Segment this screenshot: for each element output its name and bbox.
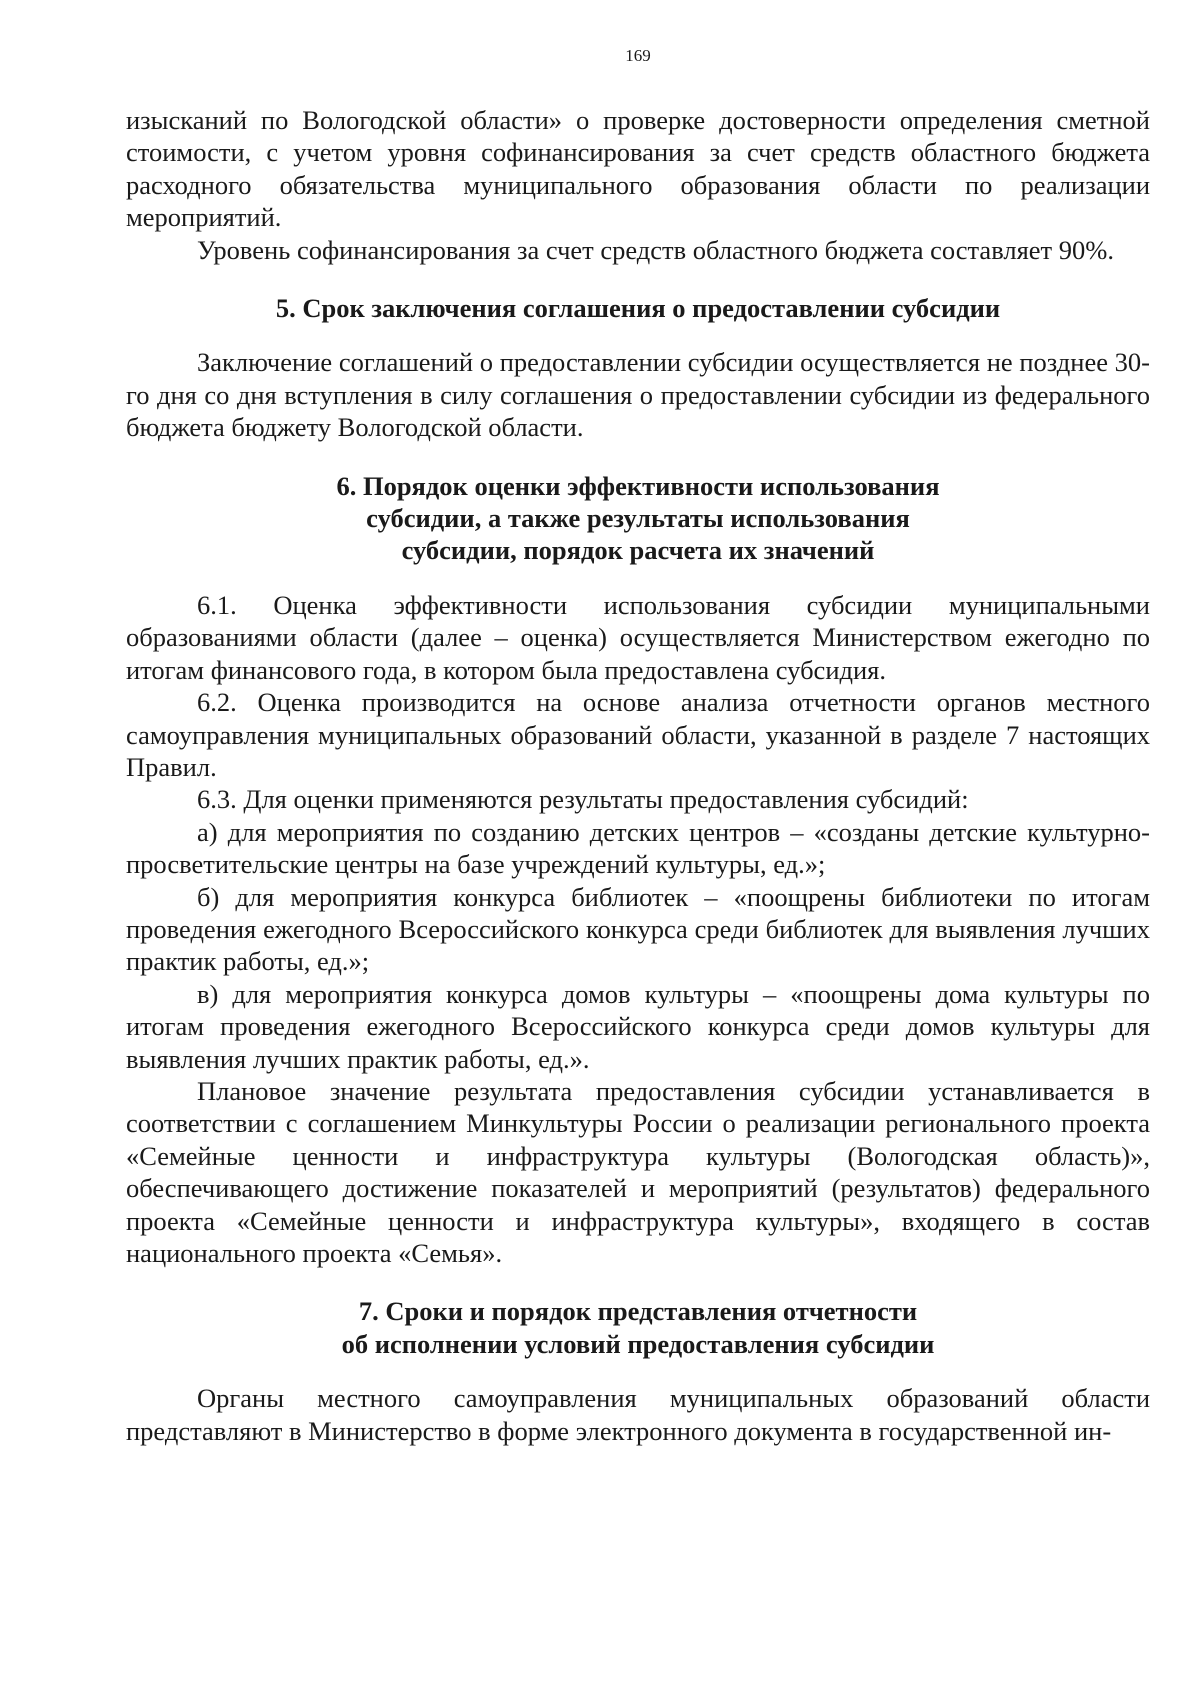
paragraph: 6.3. Для оценки применяются результаты предоставления субсидий: — [197, 784, 969, 815]
paragraph: изысканий по Вологодской области» о проверке достоверности определения сметной стоимости, с учетом уровня софинансирования за счет средств областного бюджета расходного обязательства муниципального образования области по реализации мероприятий. — [126, 105, 1150, 233]
page-number: 169 — [625, 46, 651, 65]
heading-line: 6. Порядок оценки эффективности использования — [336, 470, 940, 501]
paragraph: 6.1. Оценка эффективности использования субсидии муниципальными образованиями области (далее – оценка) осуществляется Министерством ежегодно по итогам финансового года, в котором была предоставлена субсидия. — [126, 589, 1150, 685]
heading-line: 7. Сроки и порядок представления отчетности — [358, 1296, 918, 1327]
paragraph: Органы местного самоуправления муниципальных образований области представляют в Министерство в форме электронного документа в государственной ин- — [126, 1383, 1150, 1446]
paragraph: 6.2. Оценка производится на основе анализа отчетности органов местного самоуправления муниципальных образований области, указанной в разделе 7 настоящих Правил. — [126, 687, 1150, 782]
section-6 — [126, 470, 1150, 1270]
section-7-heading — [126, 1295, 1150, 1360]
list-item: а) для мероприятия по созданию детских центров – «созданы детские культурно-просветительские центры на базе учреждений культуры, ед.»; — [126, 816, 1150, 880]
paragraph: Плановое значение результата предоставления субсидии устанавливается в соответствии с соглашением Минкультуры России о реализации регионального проекта «Семейные ценности и инфраструктура культуры (Вологодская область)», обеспечивающего достижение показателей и мероприятий (результатов) федерального проекта «Семейные ценности и инфраструктура культуры», входящего в состав национального проекта «Семья». — [126, 1075, 1150, 1268]
heading-line: субсидии, а также результаты использования — [366, 503, 910, 534]
section-6-heading — [126, 470, 1150, 567]
section-7 — [126, 1295, 1150, 1447]
list-item: в) для мероприятия конкурса домов культуры – «поощрены дома культуры по итогам проведения ежегодного Всероссийского конкурса среди домов культуры для выявления лучших практик работы, ед.». — [126, 978, 1150, 1074]
section-5-heading — [126, 292, 1150, 324]
document-body — [126, 104, 1150, 1447]
heading-line: 5. Срок заключения соглашения о предоставлении субсидии — [275, 293, 1001, 324]
continuation-block — [126, 104, 1150, 266]
paragraph: Уровень софинансирования за счет средств областного бюджета составляет 90%. — [197, 234, 1114, 265]
paragraph: Заключение соглашений о предоставлении субсидии осуществляется не позднее 30-го дня со дня вступления в силу соглашения о предоставлении субсидии из федерального бюджета бюджету Вологодской области. — [126, 347, 1150, 443]
section-5 — [126, 292, 1150, 444]
heading-line: субсидии, порядок расчета их значений — [401, 535, 875, 566]
list-item: б) для мероприятия конкурса библиотек – «поощрены библиотеки по итогам проведения ежегодного Всероссийского конкурса среди библиотек для выявления лучших практик работы, ед.»; — [126, 881, 1150, 977]
heading-line: об исполнении условий предоставления субсидии — [341, 1328, 935, 1359]
